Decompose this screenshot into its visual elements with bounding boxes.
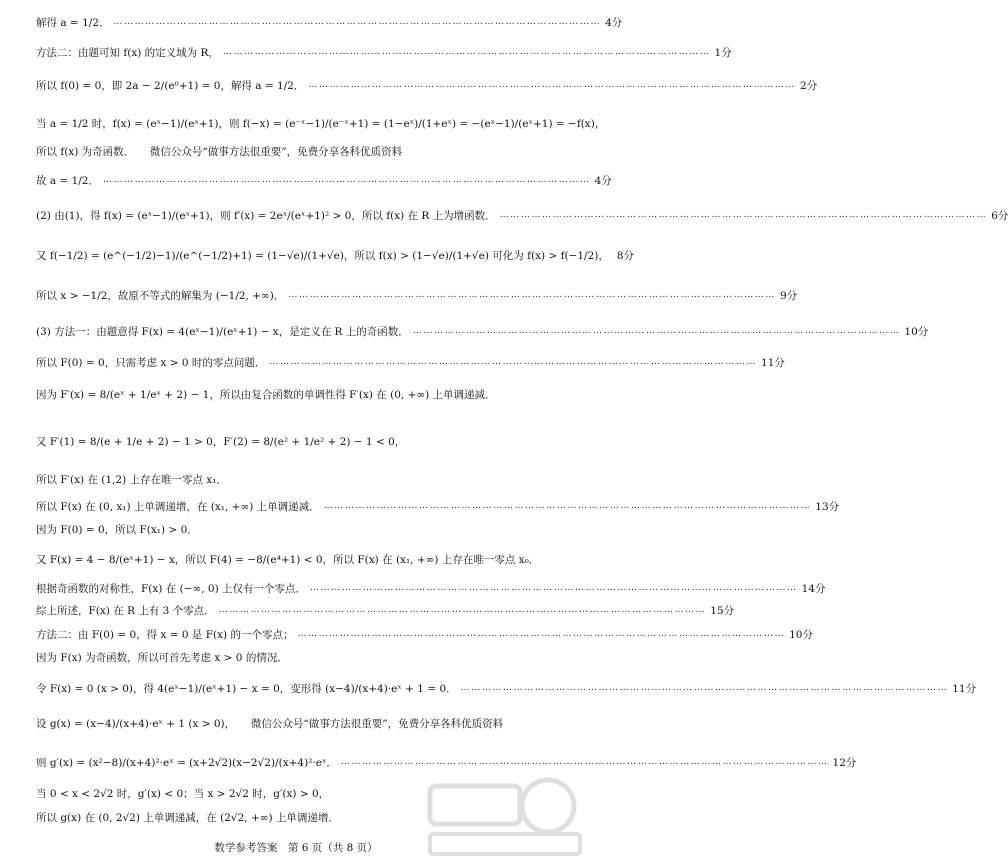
- answer-text: 因为 F′(x) = 8/(eˣ + 1/eˣ + 2) − 1，所以由复合函数的单调性得 F′(x) 在 (0, +∞) 上单调递减．: [36, 388, 496, 401]
- answer-text: 所以 f(x) 为奇函数． 微信公众号“做事方法很重要”，免费分享各科优质资料: [36, 145, 403, 158]
- leader-dots: …………………………………………………………………………………………………………………………: [222, 47, 711, 57]
- answer-line: [36, 282, 798, 308]
- leader-dots: …………………………………………………………………………………………………………………………: [340, 757, 829, 767]
- leader-dots: …………………………………………………………………………………………………………………………: [460, 683, 949, 693]
- answer-text: 故 a = 1/2．: [36, 174, 99, 187]
- score-mark: 6分: [991, 209, 1008, 222]
- answer-text: 又 f(−1/2) = (e^(−1/2)−1)/(e^(−1/2)+1) = (1−√e)/(1+√e)，所以 f(x) > (1−√e)/(1+√e) 可化为 f(x) > f(−1/2)，: [36, 249, 609, 262]
- score-mark: 8分: [616, 249, 635, 262]
- score-mark: 11分: [761, 356, 785, 369]
- answer-text: (2) 由(1)，得 f(x) = (eˣ−1)/(eˣ+1)，则 f′(x) = 2eˣ/(eˣ+1)² > 0，所以 f(x) 在 R 上为增函数．: [36, 209, 496, 222]
- score-mark: 12分: [832, 756, 857, 769]
- score-mark: 11分: [952, 682, 977, 695]
- answer-line: [36, 168, 612, 192]
- answer-text: 因为 F(0) = 0，所以 F(x₁) > 0．: [36, 523, 198, 536]
- answer-line: [36, 648, 574, 666]
- answer-text: 又 F(x) = 4 − 8/(eˣ+1) − x，所以 F(4) = −8/(e⁴+1) < 0，所以 F(x) 在 (x₁, +∞) 上存在唯一零点 x₀．: [36, 553, 540, 566]
- score-mark: 10分: [904, 325, 929, 338]
- answer-text: 所以 F(x) 在 (0, x₁) 上单调递增，在 (x₁, +∞) 上单调递减．: [36, 500, 320, 513]
- answer-text: 设 g(x) = (x−4)/(x+4)·eˣ + 1 (x > 0)， 微信公众号“做事方法很重要”，免费分享各科优质资料: [36, 717, 504, 730]
- answer-text: 所以 f(0) = 0，即 2a − 2/(e⁰+1) = 0，解得 a = 1/2．: [36, 79, 305, 92]
- answer-line: [36, 352, 785, 372]
- answer-text: 解得 a = 1/2．: [36, 16, 110, 29]
- answer-line: [36, 110, 606, 136]
- answer-line: [36, 424, 574, 458]
- answer-text: 所以 x > −1/2，故原不等式的解集为 (−1/2, +∞)．: [36, 289, 285, 302]
- leader-dots: …………………………………………………………………………………………………………………………: [310, 583, 798, 593]
- answer-line: [36, 600, 735, 620]
- score-mark: 1分: [714, 46, 732, 59]
- answer-line: [36, 496, 840, 516]
- answer-line: [36, 142, 574, 160]
- score-mark: 2分: [800, 79, 818, 92]
- answer-line: [36, 520, 574, 538]
- score-mark: 9分: [779, 289, 798, 302]
- page-footer: 数学参考答案 第 6 页（共 8 页）: [214, 842, 378, 854]
- answer-line: [36, 710, 574, 736]
- answer-text: 因为 F(x) 为奇函数，所以可首先考虑 x > 0 的情况．: [36, 651, 288, 664]
- answer-text: 所以 g(x) 在 (0, 2√2) 上单调递减，在 (2√2, +∞) 上单调递增．: [36, 811, 339, 824]
- answer-text: (3) 方法一：由题意得 F(x) = 4(eˣ−1)/(eˣ+1) − x，是定义在 R 上的奇函数．: [36, 325, 409, 338]
- answer-line: [36, 240, 635, 270]
- answer-line: [36, 674, 977, 702]
- answer-text: 所以 F′(x) 在 (1,2) 上存在唯一零点 x₁．: [36, 473, 227, 486]
- score-mark: 14分: [801, 582, 826, 595]
- answer-line: [36, 318, 929, 344]
- score-mark: 13分: [815, 500, 840, 513]
- answer-text: 综上所述，F(x) 在 R 上有 3 个零点．: [36, 604, 215, 617]
- leader-dots: …………………………………………………………………………………………………………………………: [323, 501, 812, 511]
- answer-line: [36, 578, 826, 598]
- leader-dots: …………………………………………………………………………………………………………………………: [297, 629, 786, 639]
- score-mark: 4分: [594, 174, 612, 187]
- answer-text: 当 a = 1/2 时，f(x) = (eˣ−1)/(eˣ+1)，则 f(−x) = (e⁻ˣ−1)/(e⁻ˣ+1) = (1−eˣ)/(1+eˣ) = −(eˣ−1)/(eˣ+1) = −f(x)，: [36, 117, 606, 130]
- leader-dots: …………………………………………………………………………………………………………………………: [113, 17, 602, 27]
- answer-line: [36, 42, 732, 62]
- leader-dots: …………………………………………………………………………………………………………………………: [412, 326, 901, 336]
- score-mark: 10分: [789, 628, 813, 641]
- answer-text: 方法二：由题可知 f(x) 的定义域为 R，: [36, 46, 219, 59]
- answer-line: [36, 546, 574, 572]
- answer-line: [36, 624, 813, 644]
- answer-text: 方法二：由 F(0) = 0，得 x = 0 是 F(x) 的一个零点；: [36, 628, 294, 641]
- score-mark: 4分: [605, 16, 623, 29]
- answer-line: [36, 10, 623, 34]
- leader-dots: …………………………………………………………………………………………………………………………: [269, 357, 758, 367]
- answer-text: 根据奇函数的对称性，F(x) 在 (−∞, 0) 上仅有一个零点．: [36, 582, 307, 595]
- answer-text: 令 F(x) = 0 (x > 0)，得 4(eˣ−1)/(eˣ+1) − x = 0，变形得 (x−4)/(x+4)·eˣ + 1 = 0．: [36, 682, 457, 695]
- answer-text: 所以 F(0) = 0，只需考虑 x > 0 时的零点问题．: [36, 356, 266, 369]
- answer-text: 又 F′(1) = 8/(e + 1/e + 2) − 1 > 0，F′(2) = 8/(e² + 1/e² + 2) − 1 < 0，: [36, 435, 406, 448]
- answer-line: [36, 202, 1008, 228]
- answer-line: [36, 378, 574, 410]
- answer-text: 当 0 < x < 2√2 时，g′(x) < 0；当 x > 2√2 时，g′(x) > 0，: [36, 787, 330, 800]
- answer-line: [36, 72, 818, 98]
- answer-line: [36, 470, 574, 488]
- leader-dots: …………………………………………………………………………………………………………………………: [102, 175, 591, 185]
- leader-dots: …………………………………………………………………………………………………………………………: [218, 605, 707, 615]
- leader-dots: …………………………………………………………………………………………………………………………: [308, 80, 797, 90]
- answer-text: 则 g′(x) = (x²−8)/(x+4)²·eˣ = (x+2√2)(x−2√2)/(x+4)²·eˣ．: [36, 756, 337, 769]
- leader-dots: …………………………………………………………………………………………………………………………: [499, 210, 988, 220]
- leader-dots: …………………………………………………………………………………………………………………………: [288, 290, 776, 300]
- score-mark: 15分: [710, 604, 735, 617]
